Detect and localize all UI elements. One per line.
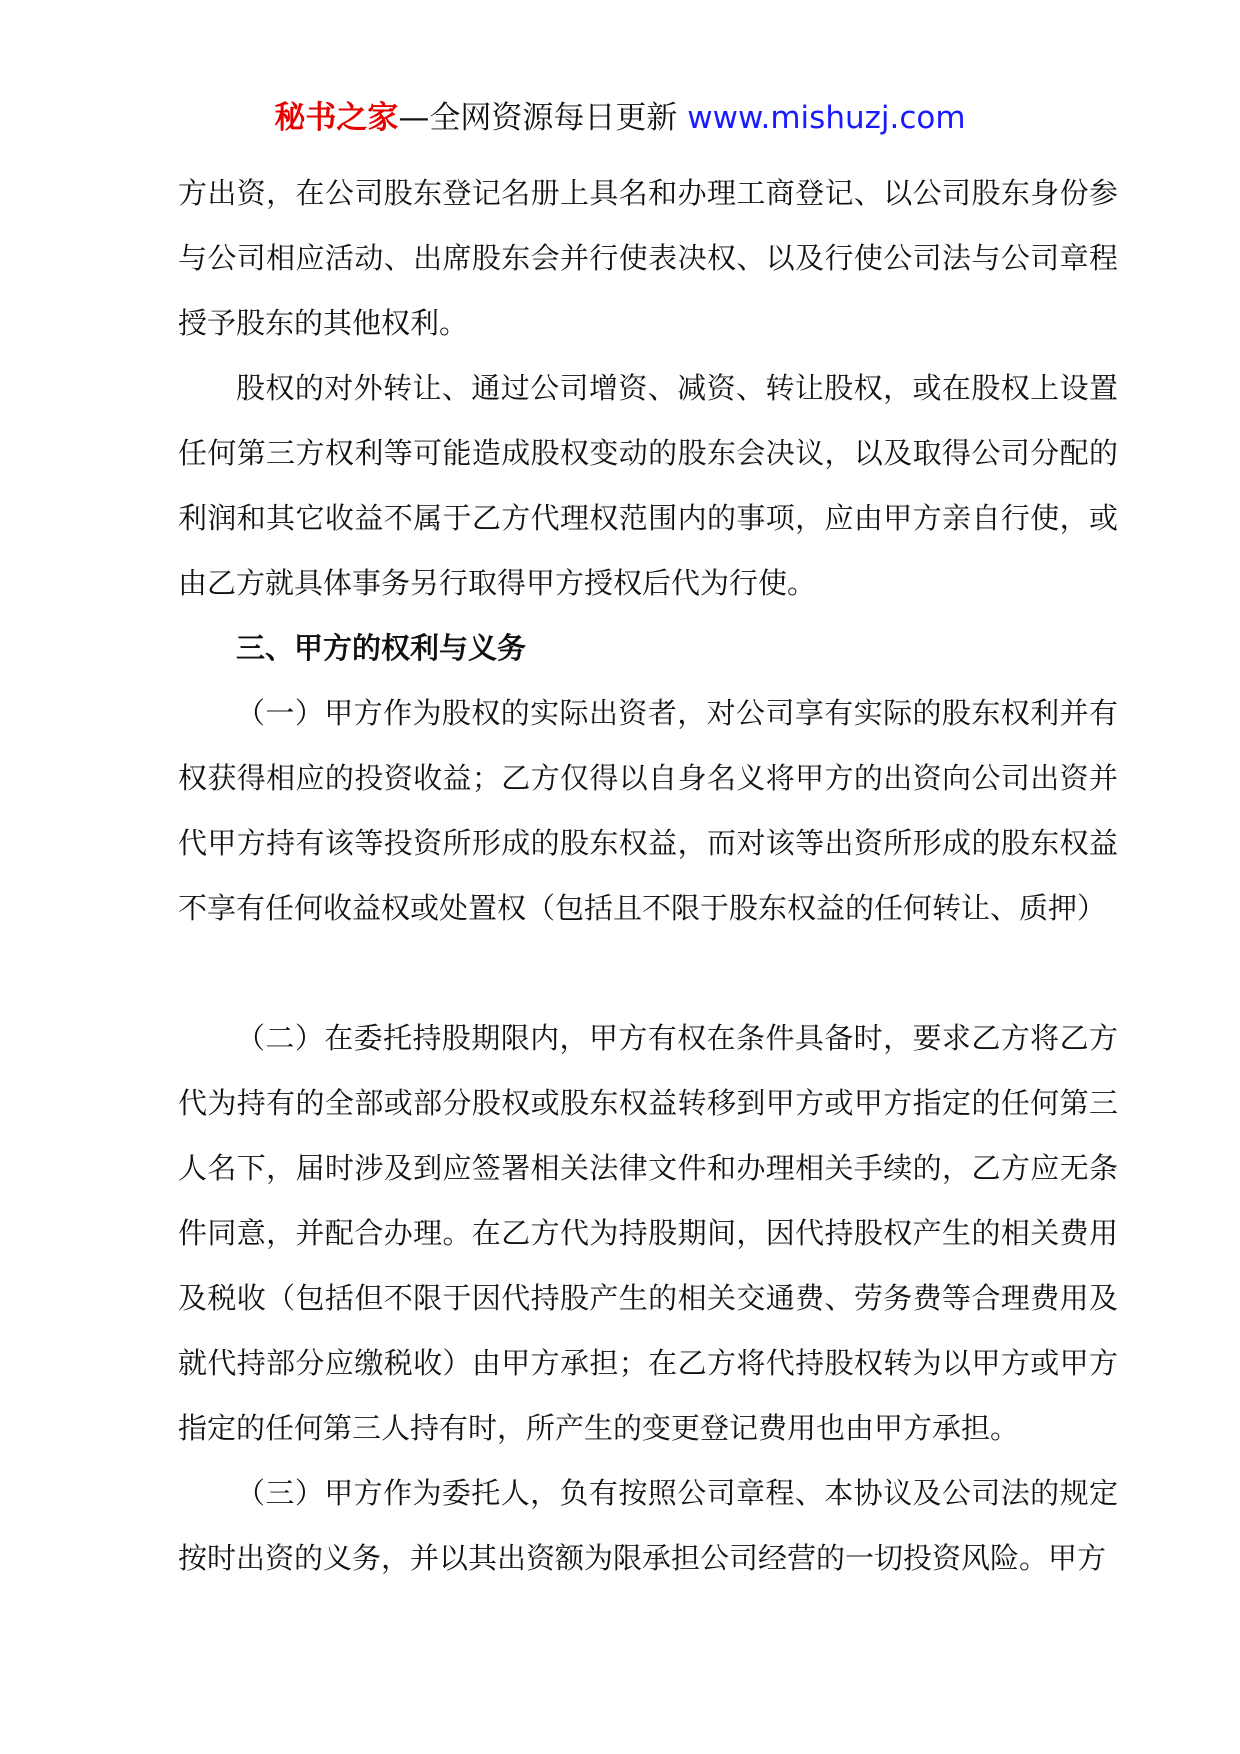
- clause-item-3: （三）甲方作为委托人，负有按照公司章程、本协议及公司法的规定按时出资的义务，并以其出资额为限承担公司经营的一切投资风险。甲方: [178, 1476, 1118, 1575]
- document-body: [178, 161, 1118, 1591]
- page-header: [0, 96, 1240, 140]
- blank-line: [178, 941, 1118, 1006]
- paragraph-equity-transfer: 股权的对外转让、通过公司增资、减资、转让股权，或在股权上设置任何第三方权利等可能造成股权变动的股东会决议，以及取得公司分配的利润和其它收益不属于乙方代理权范围内的事项，应由甲方亲自行使，或由乙方就具体事务另行取得甲方授权后代为行使。: [178, 371, 1118, 600]
- clause-item-2: （二）在委托持股期限内，甲方有权在条件具备时，要求乙方将乙方代为持有的全部或部分股权或股东权益转移到甲方或甲方指定的任何第三人名下，届时涉及到应签署相关法律文件和办理相关手续的，乙方应无条件同意，并配合办理。在乙方代为持股期间，因代持股权产生的相关费用及税收（包括但不限于因代持股产生的相关交通费、劳务费等合理费用及就代持部分应缴税收）由甲方承担；在乙方将代持股权转为以甲方或甲方指定的任何第三人持有时，所产生的变更登记费用也由甲方承担。: [178, 1021, 1118, 1445]
- section-heading-3: 三、甲方的权利与义务: [236, 631, 527, 665]
- header-slogan: —全网资源每日更新: [398, 100, 688, 136]
- paragraph-continuation: 方出资，在公司股东登记名册上具名和办理工商登记、以公司股东身份参与公司相应活动、出席股东会并行使表决权、以及行使公司法与公司章程授予股东的其他权利。: [178, 176, 1118, 340]
- website-url[interactable]: www.mishuzj.com: [687, 100, 966, 136]
- brand-name: 秘书之家: [274, 100, 399, 136]
- clause-item-1: （一）甲方作为股权的实际出资者，对公司享有实际的股东权利并有权获得相应的投资收益；乙方仅得以自身名义将甲方的出资向公司出资并代甲方持有该等投资所形成的股东权益，而对该等出资所形成的股东权益不享有任何收益权或处置权（包括且不限于股东权益的任何转让、质押）: [178, 696, 1118, 925]
